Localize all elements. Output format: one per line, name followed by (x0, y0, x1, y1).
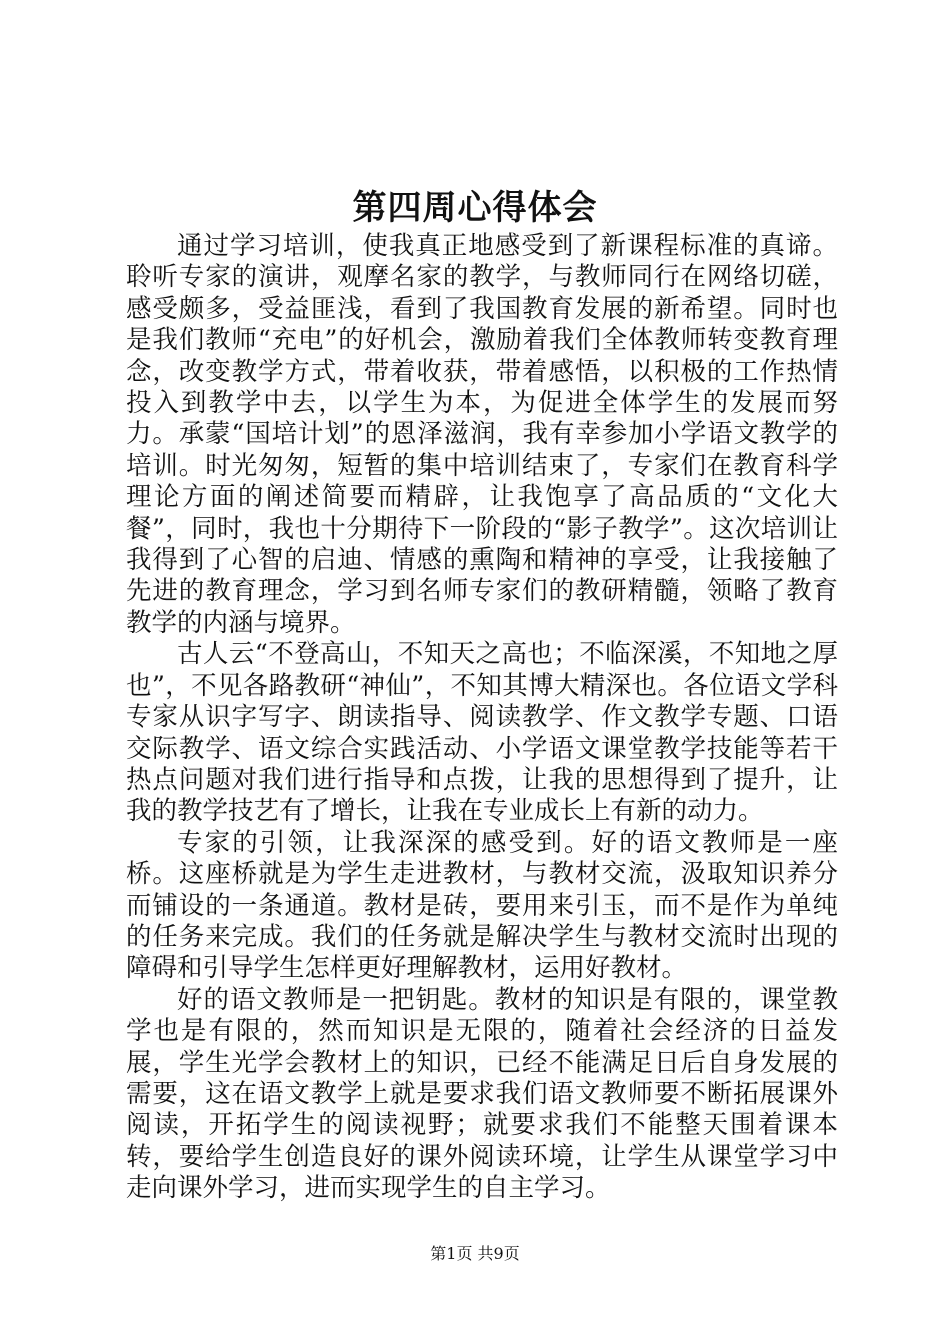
document-body (126, 231, 838, 1205)
paragraph-1: 通过学习培训，使我真正地感受到了新课程标准的真谛。聆听专家的演讲，观摩名家的教学，与教师同行在网络切磋，感受颇多，受益匪浅，看到了我国教育发展的新希望。同时也是我们教师“充电”的好机会，激励着我们全体教师转变教育理念，改变教学方式，带着收获，带着感悟，以积极的工作热情投入到教学中去，以学生为本，为促进全体学生的发展而努力。承蒙“国培计划”的恩泽滋润，我有幸参加小学语文教学的培训。时光匆匆，短暂的集中培训结束了，专家们在教育科学理论方面的阐述简要而精辟，让我饱享了高品质的“文化大餐”，同时，我也十分期待下一阶段的“影子教学”。这次培训让我得到了心智的启迪、情感的熏陶和精神的享受，让我接触了先进的教育理念，学习到名师专家们的教研精髓，领略了教育教学的内涵与境界。 (126, 231, 838, 638)
paragraph-3: 专家的引领，让我深深的感受到。好的语文教师是一座桥。这座桥就是为学生走进教材，与教材交流，汲取知识养分而铺设的一条通道。教材是砖，要用来引玉，而不是作为单纯的任务来完成。我们的任务就是解决学生与教材交流时出现的障碍和引导学生怎样更好理解教材，运用好教材。 (126, 827, 838, 984)
paragraph-2: 古人云“不登高山，不知天之高也；不临深溪，不知地之厚也”，不见各路教研“神仙”，不知其博大精深也。各位语文学科专家从识字写字、朗读指导、阅读教学、作文教学专题、口语交际教学、语文综合实践活动、小学语文课堂教学技能等若干热点问题对我们进行指导和点拨，让我的思想得到了提升，让我的教学技艺有了增长，让我在专业成长上有新的动力。 (126, 639, 838, 827)
page-number-footer: 第1页 共9页 (430, 1244, 520, 1263)
document-title: 第四周心得体会 (352, 188, 598, 228)
paragraph-4: 好的语文教师是一把钥匙。教材的知识是有限的，课堂教学也是有限的，然而知识是无限的，随着社会经济的日益发展，学生光学会教材上的知识，已经不能满足日后自身发展的需要，这在语文教学上就是要求我们语文教师要不断拓展课外阅读，开拓学生的阅读视野；就要求我们不能整天围着课本转，要给学生创造良好的课外阅读环境，让学生从课堂学习中走向课外学习，进而实现学生的自主学习。 (126, 984, 838, 1204)
